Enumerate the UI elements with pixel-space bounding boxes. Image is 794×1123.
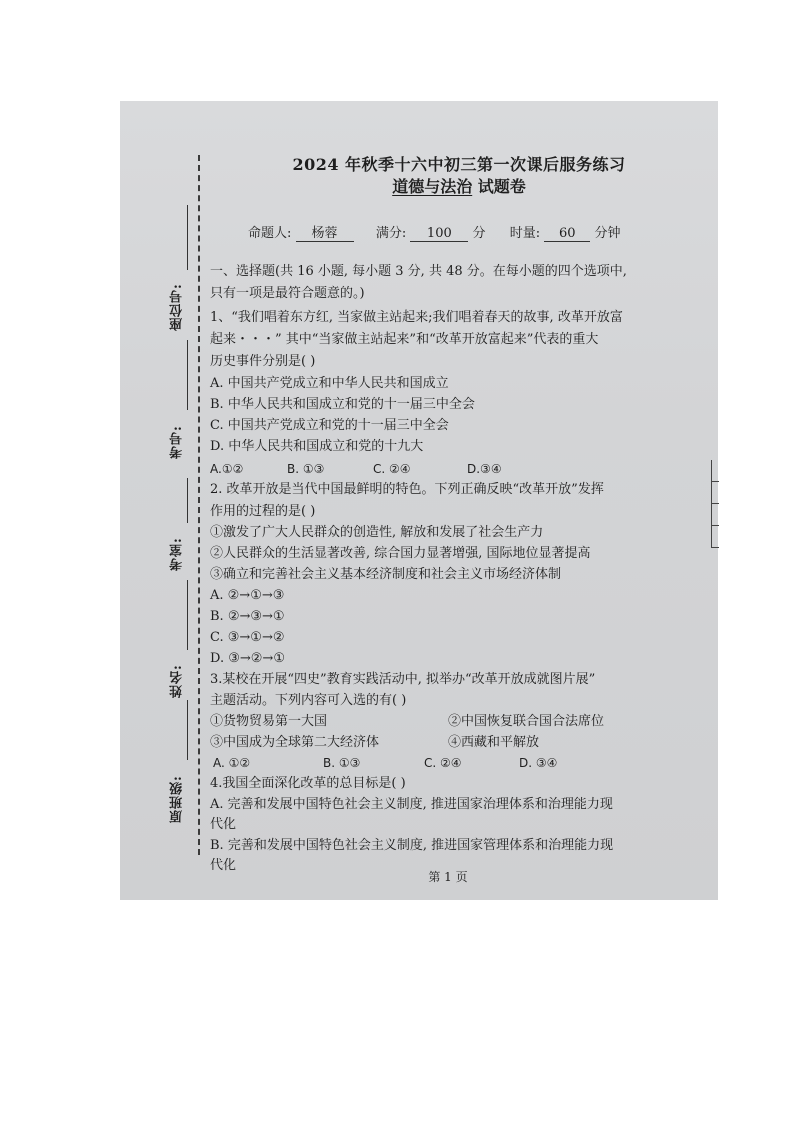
edge-tick-marks xyxy=(711,460,719,548)
exam-title: 2024 年秋季十六中初三第一次课后服务练习 xyxy=(292,155,626,174)
binding-dashed-line xyxy=(198,155,200,855)
q3-item-4: ④西藏和平解放 xyxy=(448,735,540,750)
full-score-value: 100 xyxy=(410,226,468,242)
seat-blank xyxy=(187,205,188,270)
q1-option-c: C. 中国共产党成立和党的十一届三中全会 xyxy=(210,418,449,433)
setter-label: 命题人: xyxy=(248,226,292,241)
q2-statement-2: ②人民群众的生活显著改善, 综合国力显著增强, 国际地位显著提高 xyxy=(210,546,591,561)
q3-choice-d: D. ③④ xyxy=(519,756,558,770)
q1-stem-line2: 起来・・・” 其中“当家做主站起来”和“改革开放富起来”代表的重大 xyxy=(210,332,599,347)
q1-choice-c: C. ②④ xyxy=(373,462,411,476)
q1-stem-line1: 1、“我们唱着东方红, 当家做主站起来;我们唱着春天的故事, 改革开放富 xyxy=(210,310,623,325)
seat-label: 座位号: xyxy=(170,283,185,331)
q1-option-d: D. 中华人民共和国成立和党的十九大 xyxy=(210,439,424,454)
time-label: 时量: xyxy=(509,226,541,241)
q1-option-b: B. 中华人民共和国成立和党的十一届三中全会 xyxy=(210,397,475,412)
class-blank xyxy=(187,700,188,760)
q3-stem-line1: 3.某校在开展“四史”教育实践活动中, 拟举办“改革开放成就图片展” xyxy=(210,672,596,687)
q2-option-b: B. ②→③→① xyxy=(210,609,285,624)
exam-subtitle xyxy=(200,174,718,197)
q2-statement-3: ③确立和完善社会主义基本经济制度和社会主义市场经济体制 xyxy=(210,567,562,582)
q3-item-2: ②中国恢复联合国合法席位 xyxy=(448,714,605,729)
name-label: 姓名: xyxy=(170,664,185,698)
q4-option-b-line2: 代化 xyxy=(210,858,237,873)
q3-item-1: ①货物贸易第一大国 xyxy=(210,714,328,729)
q2-option-c: C. ③→①→② xyxy=(210,630,285,645)
q4-option-a-line2: 代化 xyxy=(210,817,237,832)
class-label: 原班级: xyxy=(170,775,185,823)
subject-name: 道德与法治 xyxy=(392,177,473,196)
q1-choice-a: A.①② xyxy=(210,462,244,476)
name-blank xyxy=(187,580,188,650)
q1-stem-line3: 历史事件分别是( ) xyxy=(210,354,316,369)
paper-type: 试题卷 xyxy=(477,177,526,196)
room-blank xyxy=(187,478,188,523)
section-heading-line1: 一、选择题(共 16 小题, 每小题 3 分, 共 48 分。在每小题的四个选项中, xyxy=(210,264,627,279)
q4-option-a-line1: A. 完善和发展中国特色社会主义制度, 推进国家治理体系和治理能力现 xyxy=(210,797,613,812)
q4-stem: 4.我国全面深化改革的总目标是( ) xyxy=(210,776,406,791)
q3-stem-line2: 主题活动。下列内容可入选的有( ) xyxy=(210,693,407,708)
q1-option-a: A. 中国共产党成立和中华人民共和国成立 xyxy=(210,376,449,391)
time-unit: 分钟 xyxy=(594,226,621,241)
time-value: 60 xyxy=(544,226,590,242)
exam-no-label: 考号: xyxy=(170,425,185,459)
q1-choice-b: B. ①③ xyxy=(287,462,325,476)
exam-meta xyxy=(248,222,620,242)
q3-choice-c: C. ②④ xyxy=(424,756,462,770)
q3-choice-a: A. ①② xyxy=(213,756,251,770)
q4-option-b-line1: B. 完善和发展中国特色社会主义制度, 推进国家管理体系和治理能力现 xyxy=(210,838,614,853)
q2-stem-line2: 作用的过程的是( ) xyxy=(210,504,316,519)
q1-choice-d: D.③④ xyxy=(467,462,502,476)
full-score-label: 满分: xyxy=(375,226,407,241)
q2-stem-line1: 2. 改革开放是当代中国最鲜明的特色。下列正确反映“改革开放”发挥 xyxy=(210,482,604,497)
q2-statement-1: ①激发了广大人民群众的创造性, 解放和发展了社会生产力 xyxy=(210,525,544,540)
setter-name: 杨蓉 xyxy=(296,222,354,242)
q2-option-a: A. ②→①→③ xyxy=(210,588,285,603)
exam-no-blank xyxy=(187,340,188,410)
section-heading-line2: 只有一项是最符合题意的。) xyxy=(210,286,365,301)
full-score-unit: 分 xyxy=(472,226,486,241)
q2-option-d: D. ③→②→① xyxy=(210,651,285,666)
q3-choice-b: B. ①③ xyxy=(323,756,361,770)
q3-item-3: ③中国成为全球第二大经济体 xyxy=(210,735,380,750)
page-number: 第 1 页 xyxy=(428,870,468,884)
room-label: 考室: xyxy=(170,537,185,571)
